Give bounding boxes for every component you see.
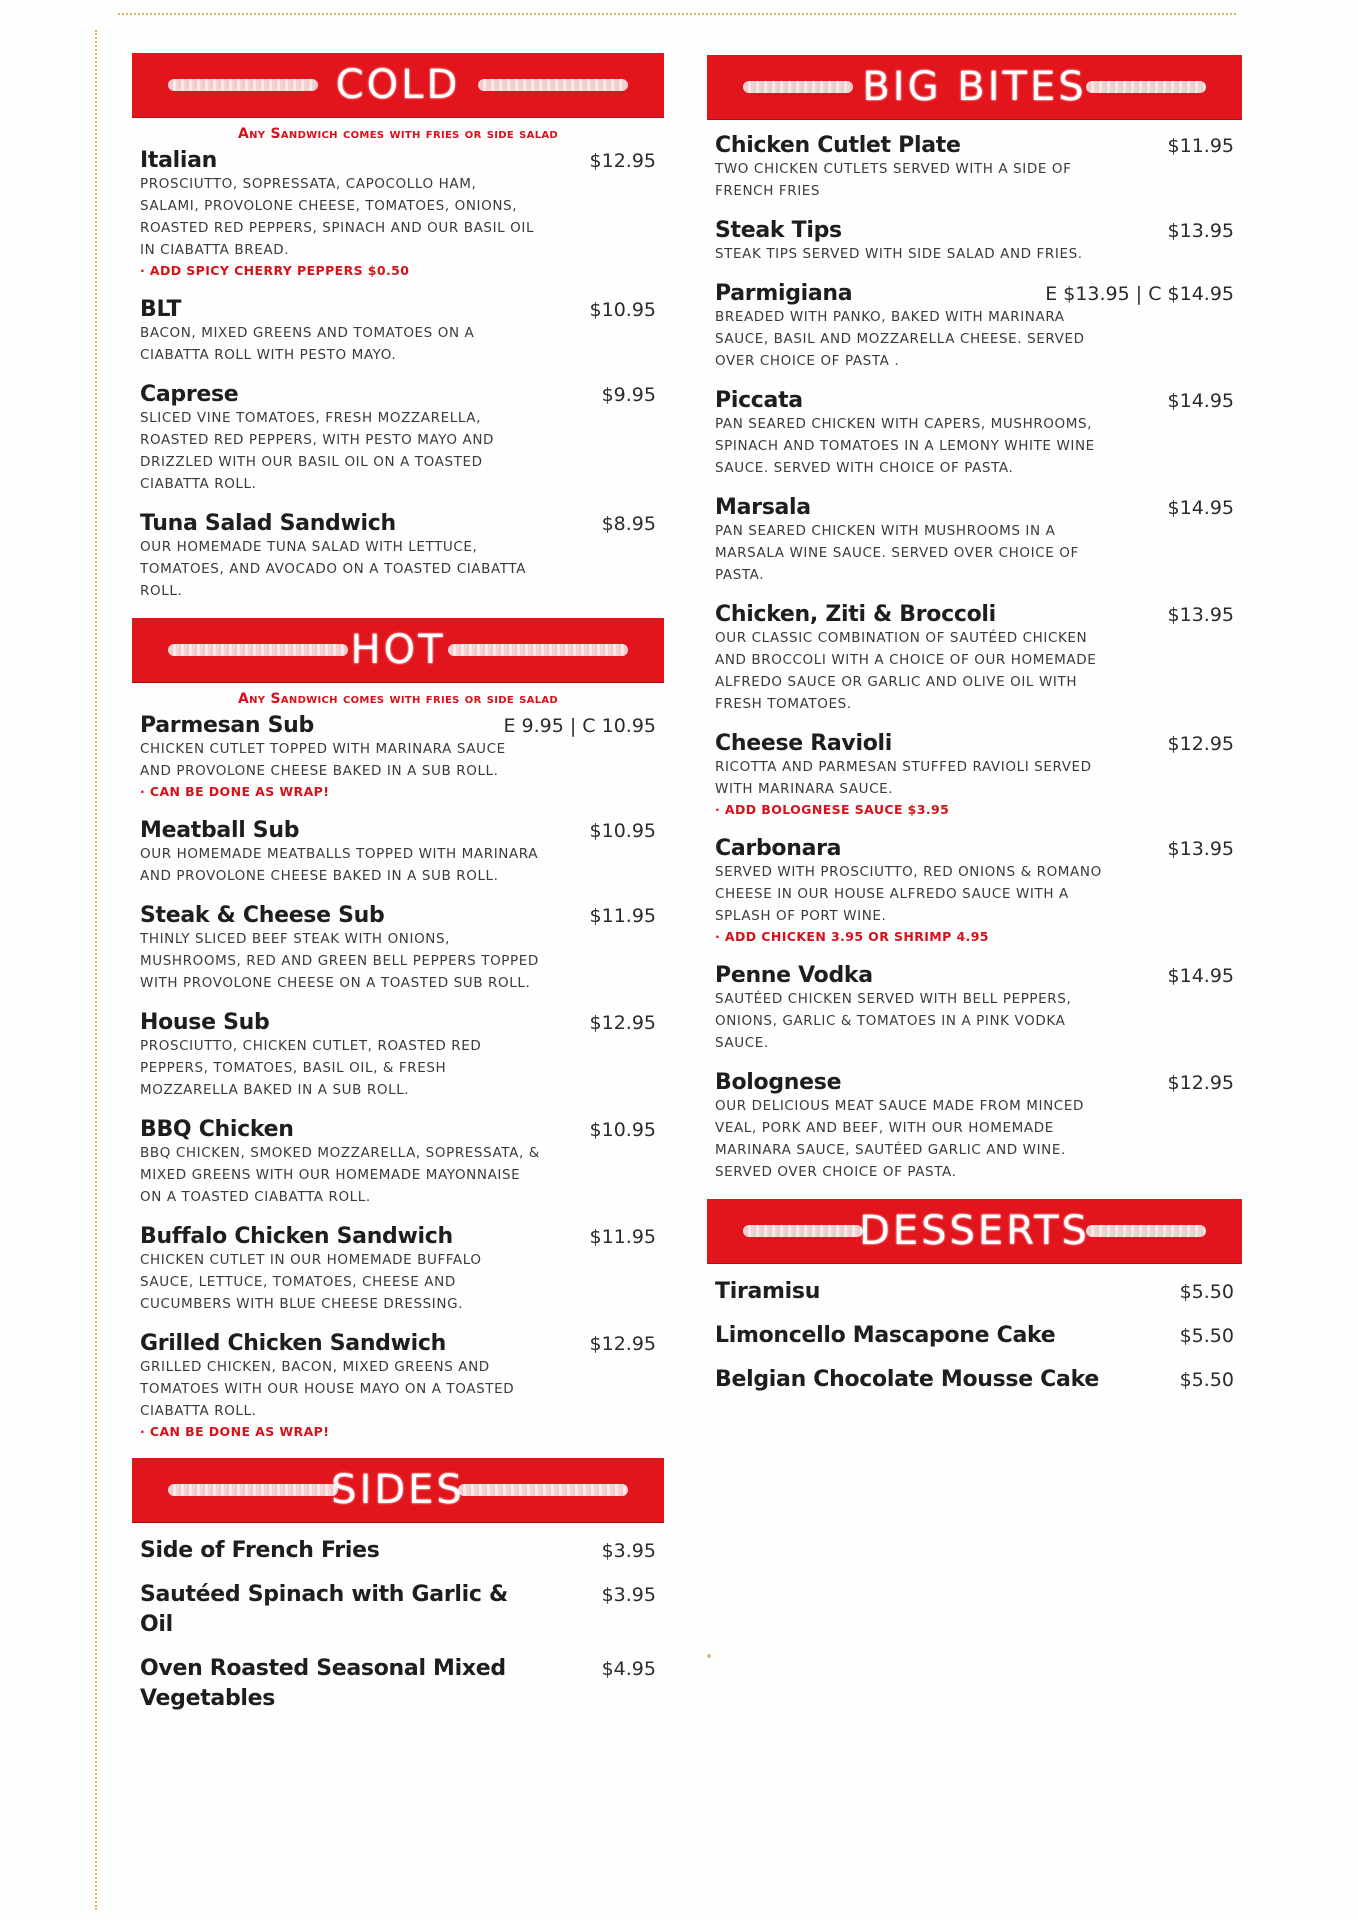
banner-brush-right (1086, 1225, 1206, 1237)
item-price: $13.95 (1167, 838, 1234, 860)
hot-title: HOT (350, 627, 446, 673)
menu-item-cheese-ravioli (707, 731, 1242, 820)
item-name: Penne Vodka (715, 963, 873, 988)
left-column (132, 53, 664, 1728)
menu-item-italian (132, 148, 664, 281)
item-name: Belgian Chocolate Mousse Cake (715, 1367, 1099, 1392)
menu-item-steak-tips (707, 218, 1242, 265)
item-name: BLT (140, 297, 182, 322)
item-name: Carbonara (715, 836, 842, 861)
menu-item-sauteed-spinach (132, 1580, 664, 1640)
item-name: Steak & Cheese Sub (140, 903, 385, 928)
item-description: OUR HOMEMADE MEATBALLS TOPPED WITH MARINARA AND PROVOLONE CHEESE BAKED IN A SUB ROLL. (140, 846, 539, 884)
menu-item-grilled-chicken-sandwich (132, 1331, 664, 1442)
item-description: PROSCIUTTO, CHICKEN CUTLET, ROASTED RED PEPPERS, TOMATOES, BASIL OIL, & FRESH MOZZARELLA BAKED IN A SUB ROLL. (140, 1038, 482, 1098)
menu-item-chicken-ziti-broccoli (707, 602, 1242, 715)
stray-mark (707, 1654, 711, 1658)
item-description: PROSCIUTTO, SOPRESSATA, CAPOCOLLO HAM, SALAMI, PROVOLONE CHEESE, TOMATOES, ONIONS, ROASTED RED PEPPERS, SPINACH AND OUR BASIL OIL IN CIABATTA BREAD. (140, 176, 535, 258)
menu-item-bolognese (707, 1070, 1242, 1183)
hot-note: Any Sandwich comes with fries or side salad (237, 691, 559, 707)
item-name: Bolognese (715, 1070, 842, 1095)
item-name: Caprese (140, 382, 239, 407)
item-name: Parmesan Sub (140, 713, 314, 738)
item-price: E $13.95 | C $14.95 (1045, 283, 1234, 305)
menu-item-chicken-cutlet-plate (707, 133, 1242, 202)
sides-list (132, 1536, 664, 1714)
item-name: Sautéed Spinach with Garlic & Oil (140, 1582, 508, 1637)
item-price: $5.50 (1179, 1369, 1234, 1391)
item-price: $12.95 (589, 150, 656, 172)
menu-item-tiramisu (707, 1277, 1242, 1307)
item-name: Piccata (715, 388, 803, 413)
item-name: Steak Tips (715, 218, 842, 243)
item-name: Side of French Fries (140, 1538, 380, 1563)
item-description: SAUTÉED CHICKEN SERVED WITH BELL PEPPERS, ONIONS, GARLIC & TOMATOES IN A PINK VODKA SAUCE. (715, 991, 1072, 1051)
item-name: Chicken, Ziti & Broccoli (715, 602, 996, 627)
desserts-banner (707, 1199, 1242, 1263)
item-description: STEAK TIPS SERVED WITH SIDE SALAD AND FRIES. (715, 246, 1083, 262)
menu-item-house-sub (132, 1010, 664, 1101)
item-name: Italian (140, 148, 218, 173)
item-price: $12.95 (589, 1012, 656, 1034)
item-price: $14.95 (1167, 965, 1234, 987)
banner-brush-right (458, 1484, 628, 1496)
item-price: $3.95 (601, 1584, 656, 1606)
item-name: Oven Roasted Seasonal Mixed Vegetables (140, 1656, 506, 1711)
right-column (707, 55, 1242, 1409)
cold-banner (132, 53, 664, 117)
item-name: Grilled Chicken Sandwich (140, 1331, 446, 1356)
banner-brush-left (168, 1484, 338, 1496)
item-price: $14.95 (1167, 497, 1234, 519)
cold-note: Any Sandwich comes with fries or side salad (237, 126, 559, 142)
menu-item-steak-cheese-sub (132, 903, 664, 994)
menu-item-parmesan-sub (132, 713, 664, 802)
menu-item-piccata (707, 388, 1242, 479)
item-description: PAN SEARED CHICKEN WITH CAPERS, MUSHROOMS, SPINACH AND TOMATOES IN A LEMONY WHITE WINE SAUCE. SERVED WITH CHOICE OF PASTA. (715, 416, 1095, 476)
item-price: $4.95 (601, 1658, 656, 1680)
item-addon: · ADD SPICY CHERRY PEPPERS $0.50 (140, 263, 410, 278)
menu-item-chocolate-mousse-cake (707, 1365, 1242, 1395)
item-name: House Sub (140, 1010, 270, 1035)
item-price: $3.95 (601, 1540, 656, 1562)
menu-item-caprese (132, 382, 664, 495)
menu-item-buffalo-chicken-sandwich (132, 1224, 664, 1315)
item-price: $12.95 (1167, 733, 1234, 755)
desserts-list (707, 1277, 1242, 1395)
item-price: $11.95 (1167, 135, 1234, 157)
banner-brush-left (168, 644, 348, 656)
item-name: Parmigiana (715, 281, 853, 306)
menu-item-limoncello-cake (707, 1321, 1242, 1351)
left-border-rule (95, 30, 97, 1910)
item-price: $10.95 (589, 299, 656, 321)
item-description: SLICED VINE TOMATOES, FRESH MOZZARELLA, ROASTED RED PEPPERS, WITH PESTO MAYO AND DRIZZLED WITH OUR BASIL OIL ON A TOASTED CIABATTA ROLL. (140, 410, 495, 492)
item-price: $10.95 (589, 1119, 656, 1141)
item-addon: · ADD CHICKEN 3.95 OR SHRIMP 4.95 (715, 929, 989, 944)
item-name: Buffalo Chicken Sandwich (140, 1224, 453, 1249)
item-name: Cheese Ravioli (715, 731, 892, 756)
item-price: $13.95 (1167, 220, 1234, 242)
desserts-title: DESSERTS (859, 1208, 1090, 1254)
banner-brush-right (478, 79, 628, 91)
item-price: $11.95 (589, 905, 656, 927)
item-price: $8.95 (601, 513, 656, 535)
banner-brush-left (743, 1225, 863, 1237)
item-name: BBQ Chicken (140, 1117, 294, 1142)
item-name: Tiramisu (715, 1279, 821, 1304)
item-price: $10.95 (589, 820, 656, 842)
item-description: RICOTTA AND PARMESAN STUFFED RAVIOLI SERVED WITH MARINARA SAUCE. (715, 759, 1092, 797)
big-bites-title: BIG BITES (862, 64, 1087, 110)
sides-title: SIDES (331, 1467, 465, 1513)
item-price: E 9.95 | C 10.95 (503, 715, 656, 737)
item-description: GRILLED CHICKEN, BACON, MIXED GREENS AND TOMATOES WITH OUR HOUSE MAYO ON A TOASTED CIABATTA ROLL. (140, 1359, 515, 1419)
top-border-rule (118, 13, 1236, 15)
item-name: Marsala (715, 495, 811, 520)
item-description: BACON, MIXED GREENS AND TOMATOES ON A CIABATTA ROLL WITH PESTO MAYO. (140, 325, 475, 363)
item-description: TWO CHICKEN CUTLETS SERVED WITH A SIDE OF FRENCH FRIES (715, 161, 1072, 199)
item-addon: · ADD BOLOGNESE SAUCE $3.95 (715, 802, 950, 817)
item-price: $5.50 (1179, 1325, 1234, 1347)
item-price: $9.95 (601, 384, 656, 406)
item-name: Chicken Cutlet Plate (715, 133, 961, 158)
banner-brush-left (168, 79, 318, 91)
item-description: THINLY SLICED BEEF STEAK WITH ONIONS, MUSHROOMS, RED AND GREEN BELL PEPPERS TOPPED WITH PROVOLONE CHEESE ON A TOASTED SUB ROLL. (140, 931, 539, 991)
item-name: Meatball Sub (140, 818, 300, 843)
item-description: SERVED WITH PROSCIUTTO, RED ONIONS & ROMANO CHEESE IN OUR HOUSE ALFREDO SAUCE WITH A SPLASH OF PORT WINE. (715, 864, 1102, 924)
banner-brush-right (448, 644, 628, 656)
menu-item-parmigiana (707, 281, 1242, 372)
big-bites-banner (707, 55, 1242, 119)
menu-item-blt (132, 297, 664, 366)
banner-brush-left (743, 81, 853, 93)
menu-item-bbq-chicken (132, 1117, 664, 1208)
menu-item-carbonara (707, 836, 1242, 947)
item-price: $12.95 (1167, 1072, 1234, 1094)
menu-item-roasted-vegetables (132, 1654, 664, 1714)
menu-item-meatball-sub (132, 818, 664, 887)
hot-banner (132, 618, 664, 682)
item-description: CHICKEN CUTLET TOPPED WITH MARINARA SAUCE AND PROVOLONE CHEESE BAKED IN A SUB ROLL. (140, 741, 506, 779)
menu-item-side-french-fries (132, 1536, 664, 1566)
item-description: BBQ CHICKEN, SMOKED MOZZARELLA, SOPRESSATA, & MIXED GREENS WITH OUR HOMEMADE MAYONNAISE ON A TOASTED CIABATTA ROLL. (140, 1145, 540, 1205)
menu-item-marsala (707, 495, 1242, 586)
item-description: OUR HOMEMADE TUNA SALAD WITH LETTUCE, TOMATOES, AND AVOCADO ON A TOASTED CIABATTA ROLL. (140, 539, 527, 599)
item-name: Tuna Salad Sandwich (140, 511, 396, 536)
item-price: $14.95 (1167, 390, 1234, 412)
sides-banner (132, 1458, 664, 1522)
item-description: BREADED WITH PANKO, BAKED WITH MARINARA SAUCE, BASIL AND MOZZARELLA CHEESE. SERVED OVER CHOICE OF PASTA . (715, 309, 1085, 369)
item-price: $12.95 (589, 1333, 656, 1355)
menu-item-penne-vodka (707, 963, 1242, 1054)
menu-item-tuna-salad-sandwich (132, 511, 664, 602)
item-price: $11.95 (589, 1226, 656, 1248)
banner-brush-right (1086, 81, 1206, 93)
item-price: $5.50 (1179, 1281, 1234, 1303)
item-description: CHICKEN CUTLET IN OUR HOMEMADE BUFFALO SAUCE, LETTUCE, TOMATOES, CHEESE AND CUCUMBERS WITH BLUE CHEESE DRESSING. (140, 1252, 482, 1312)
item-price: $13.95 (1167, 604, 1234, 626)
item-name: Limoncello Mascapone Cake (715, 1323, 1056, 1348)
item-addon: · CAN BE DONE AS WRAP! (140, 784, 330, 799)
item-description: OUR DELICIOUS MEAT SAUCE MADE FROM MINCED VEAL, PORK AND BEEF, WITH OUR HOMEMADE MARINARA SAUCE, SAUTÉED GARLIC AND WINE. SERVED OVER CHOICE OF PASTA. (715, 1098, 1084, 1180)
item-addon: · CAN BE DONE AS WRAP! (140, 1424, 330, 1439)
cold-title: COLD (335, 62, 461, 108)
item-description: OUR CLASSIC COMBINATION OF SAUTÉED CHICKEN AND BROCCOLI WITH A CHOICE OF OUR HOMEMADE ALFREDO SAUCE OR GARLIC AND OLIVE OIL WITH FRESH TOMATOES. (715, 630, 1097, 712)
item-description: PAN SEARED CHICKEN WITH MUSHROOMS IN A MARSALA WINE SAUCE. SERVED OVER CHOICE OF PASTA. (715, 523, 1079, 583)
